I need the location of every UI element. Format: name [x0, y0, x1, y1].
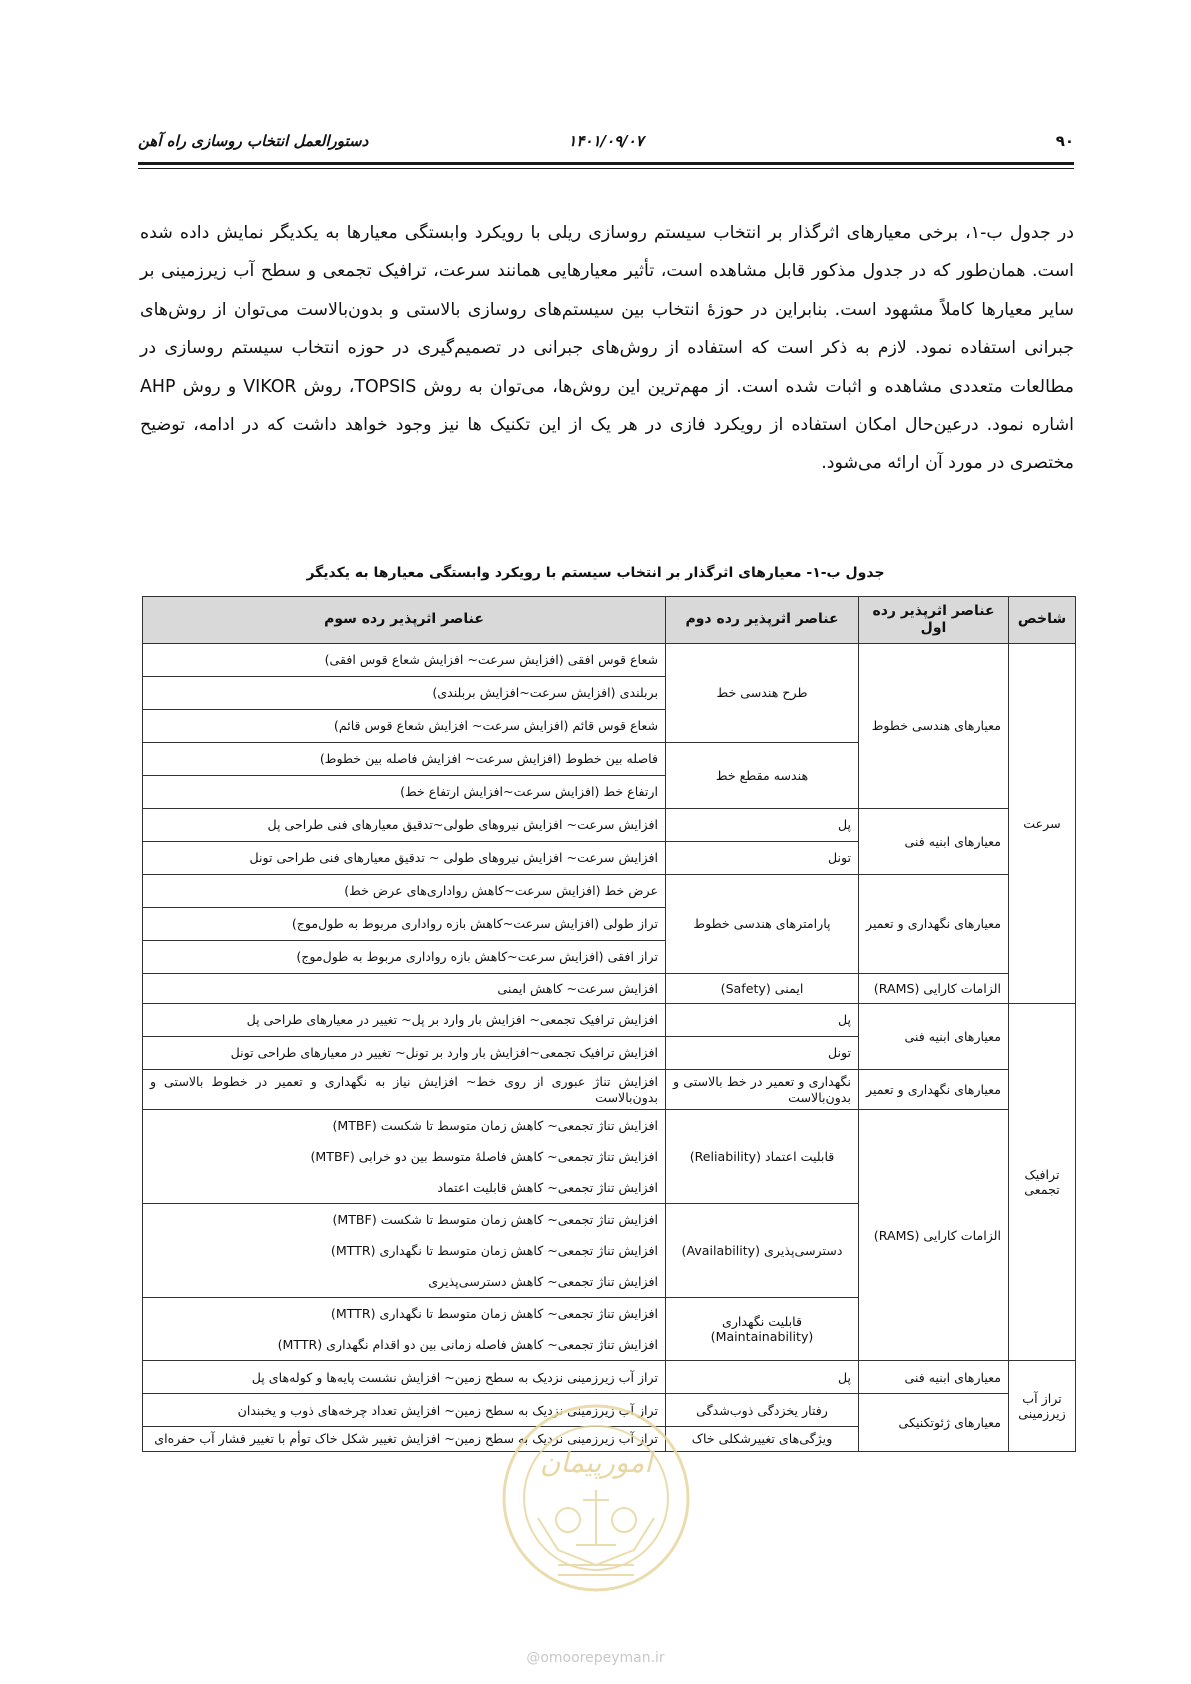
cell-level3: افزایش تناژ تجمعی~ کاهش دسترسی‌پذیری [143, 1266, 666, 1298]
watermark-brand: امورپیمان [539, 1446, 653, 1479]
criteria-table [142, 596, 1076, 1452]
cell-level2: قابلیت نگهداری (Maintainability) [666, 1298, 859, 1361]
table-header-row [143, 597, 1076, 644]
header-index: شاخص [1009, 597, 1076, 644]
cell-level3: افزایش ترافیک تجمعی~افزایش بار وارد بر تونل~ تغییر در معیارهای طراحی تونل [143, 1037, 666, 1070]
cell-level1: معیارهای ژئوتکنیکی [859, 1394, 1009, 1452]
cell-level2: ایمنی (Safety) [666, 974, 859, 1004]
table-row [143, 875, 1076, 908]
cell-level2: تونل [666, 842, 859, 875]
cell-level3: افزایش تناژ تجمعی~ کاهش زمان متوسط تا نگهداری (MTTR) [143, 1298, 666, 1330]
header-level2: عناصر اثرپذیر رده دوم [666, 597, 859, 644]
body-paragraph: در جدول ب-۱، برخی معیارهای اثرگذار بر انتخاب سیستم روسازی ریلی با رویکرد وابستگی معیارها به یکدیگر نمایش داده شده است. همان‌طور که در جدول مذکور قابل مشاهده است، تأثیر معیارهایی همانند سرعت، ترافیک تجمعی و سطح آب زیرزمینی بر سایر معیارها کاملاً مشهود است. بنابراین در حوزهٔ انتخاب بین سیستم‌های روسازی بالاستی و بدون‌بالاست می‌توان از روش‌های جبرانی استفاده نمود. لازم به ذکر است که استفاده از روش‌های جبرانی در تصمیم‌گیری در حوزه انتخاب سیستم روسازی در مطالعات متعددی مشاهده و اثبات شده است. از مهم‌ترین این روش‌ها، می‌توان به روش TOPSIS، روش VIKOR و روش AHP اشاره نمود. درعین‌حال امکان استفاده از رویکرد فازی در هر یک از این تکنیک ها نیز وجود خواهد داشت که در ادامه، توضیح مختصری در مورد آن ارائه می‌شود. [140, 223, 1074, 474]
page-number: ۹۰ [1055, 132, 1074, 150]
cell-level1: معیارهای نگهداری و تعمیر [859, 1070, 1009, 1110]
header-date: ۱۴۰۱/۰۹/۰۷ [568, 132, 644, 150]
cell-level3: فاصله بین خطوط (افزایش سرعت~ افزایش فاصله بین خطوط) [143, 743, 666, 776]
cell-level3: تراز افقی (افزایش سرعت~کاهش بازه رواداری مربوط به طول‌موج) [143, 941, 666, 974]
cell-level2: تونل [666, 1037, 859, 1070]
index-traffic: ترافیک تجمعی [1009, 1004, 1076, 1361]
cell-level3: عرض خط (افزایش سرعت~کاهش رواداری‌های عرض خط) [143, 875, 666, 908]
table-row [143, 809, 1076, 842]
cell-level2: ویژگی‌های تغییرشکلی خاک [666, 1427, 859, 1452]
cell-level2: رفتار یخزدگی ذوب‌شدگی [666, 1394, 859, 1427]
header-level1: عناصر اثرپذیر رده اول [859, 597, 1009, 644]
cell-level2: طرح هندسی خط [666, 644, 859, 743]
cell-level3: افزایش تناژ تجمعی~ کاهش زمان متوسط تا شکست (MTBF) [143, 1204, 666, 1236]
cell-level3: تراز آب زیرزمینی نزدیک به سطح زمین~ افزایش تعداد چرخه‌های ذوب و یخبندان [143, 1394, 666, 1427]
cell-level3: افزایش تناژ تجمعی~ کاهش زمان متوسط تا شکست (MTBF) [143, 1110, 666, 1142]
cell-level3: افزایش تناژ تجمعی~ کاهش فاصلهٔ متوسط بین دو خرابی (MTBF) [143, 1141, 666, 1172]
cell-level3: افزایش سرعت~ افزایش نیروهای طولی ~ تدقیق معیارهای فنی طراحی تونل [143, 842, 666, 875]
cell-level3: افزایش ترافیک تجمعی~ افزایش بار وارد بر پل~ تغییر در معیارهای طراحی پل [143, 1004, 666, 1037]
index-speed: سرعت [1009, 644, 1076, 1004]
cell-level1: الزامات کارایی (RAMS) [859, 1110, 1009, 1361]
cell-level1: الزامات کارایی (RAMS) [859, 974, 1009, 1004]
table-row [143, 1110, 1076, 1142]
cell-level3: تراز آب زیرزمینی نزدیک به سطح زمین~ افزایش نشست پایه‌ها و کوله‌های پل [143, 1361, 666, 1394]
cell-level1: معیارهای نگهداری و تعمیر [859, 875, 1009, 974]
cell-level3: افزایش تناژ تجمعی~ کاهش قابلیت اعتماد [143, 1172, 666, 1204]
cell-level2: نگهداری و تعمیر در خط بالاستی و بدون‌بالاست [666, 1070, 859, 1110]
watermark-url: @omoorepeyman.ir [526, 1650, 665, 1666]
watermark-emblem [498, 1400, 694, 1596]
cell-level1: معیارهای هندسی خطوط [859, 644, 1009, 809]
watermark-logo [498, 1400, 694, 1596]
cell-level2: پل [666, 809, 859, 842]
cell-level3: تراز طولی (افزایش سرعت~کاهش بازه رواداری مربوط به طول‌موج) [143, 908, 666, 941]
cell-level3: بربلندی (افزایش سرعت~افزایش بربلندی) [143, 677, 666, 710]
table-row [143, 1070, 1076, 1110]
table-caption: جدول ب-۱- معیارهای اثرگذار بر انتخاب سیستم با رویکرد وابستگی معیارها به یکدیگر [306, 565, 885, 581]
cell-level2: پل [666, 1004, 859, 1037]
table-row [143, 1004, 1076, 1037]
cell-level3: افزایش تناژ تجمعی~ کاهش زمان متوسط تا نگهداری (MTTR) [143, 1235, 666, 1266]
header-level3: عناصر اثرپذیر رده سوم [143, 597, 666, 644]
cell-level3: افزایش سرعت~ کاهش ایمنی [143, 974, 666, 1004]
header-title: دستورالعمل انتخاب روسازی راه آهن [138, 132, 369, 150]
cell-level1: معیارهای ابنیه فنی [859, 809, 1009, 875]
index-groundwater: تراز آب زیرزمینی [1009, 1361, 1076, 1452]
cell-level2: پل [666, 1361, 859, 1394]
cell-level1: معیارهای ابنیه فنی [859, 1004, 1009, 1070]
cell-level1: معیارهای ابنیه فنی [859, 1361, 1009, 1394]
table-row [143, 1361, 1076, 1394]
cell-level3: افزایش تناژ تجمعی~ کاهش فاصله زمانی بین دو اقدام نگهداری (MTTR) [143, 1329, 666, 1361]
cell-level3: ارتفاع خط (افزایش سرعت~افزایش ارتفاع خط) [143, 776, 666, 809]
cell-level2: پارامترهای هندسی خطوط [666, 875, 859, 974]
cell-level3: شعاع قوس افقی (افزایش سرعت~ افزایش شعاع قوس افقی) [143, 644, 666, 677]
table-row [143, 974, 1076, 1004]
cell-level2: هندسه مقطع خط [666, 743, 859, 809]
cell-level3: شعاع قوس قائم (افزایش سرعت~ افزایش شعاع قوس قائم) [143, 710, 666, 743]
cell-level3: افزایش سرعت~ افزایش نیروهای طولی~تدقیق معیارهای فنی طراحی پل [143, 809, 666, 842]
cell-level2: قابلیت اعتماد (Reliability) [666, 1110, 859, 1204]
page-header [138, 126, 1074, 165]
table-row [143, 644, 1076, 677]
cell-level3: تراز آب زیرزمینی نزدیک به سطح زمین~ افزایش تغییر شکل خاک توأم با تغییر فشار آب حفره‌ای [143, 1427, 666, 1452]
cell-level2: دسترسی‌پذیری (Availability) [666, 1204, 859, 1298]
cell-level3: افزایش تناژ عبوری از روی خط~ افزایش نیاز به نگهداری و تعمیر در خطوط بالاستی و بدون‌بالاست [143, 1070, 666, 1110]
